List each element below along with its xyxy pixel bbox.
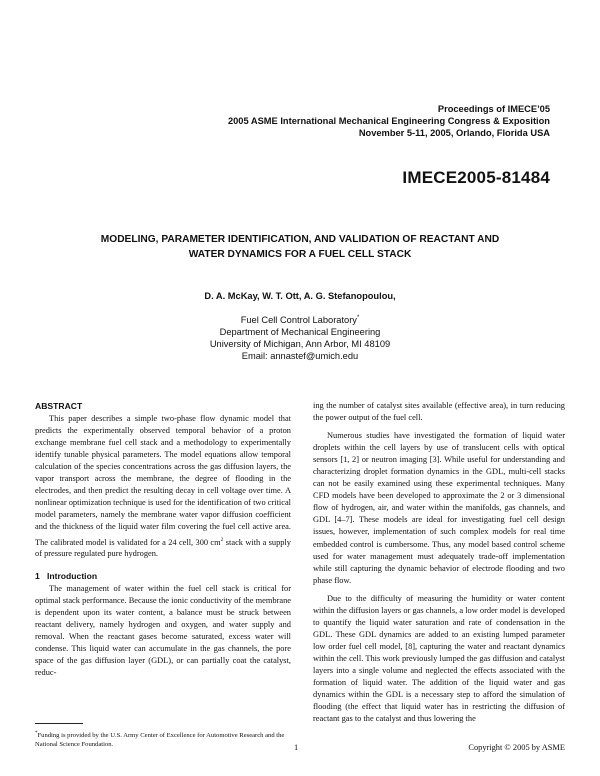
footnote-marker: *	[35, 731, 38, 736]
paragraph-1: Numerous studies have investigated the formation of liquid water droplets within the cell layers by use of translucent cells with optical sensors [1, 2] or neutron imaging [3]. While useful for understanding and characterizing droplet formation dynamics in the GDL, multi-cell stacks can not be easily examined using these experimental techniques. Many CFD models have been developed to approximate the 2 or 3 dimensional flow of hydrogen, air, and water within the manifolds, gas channels, and GDL [4–7]. These models are ideal for investigating fuel cell design issues, however, implementation of such complex models for real time embedded control is cumbersome. Thus, any model based control scheme used for water management must adequately trade-off implementation while still capturing the dynamic behavior of electrode flooding and two phase flow.	[313, 431, 565, 585]
page-number: 1	[294, 743, 299, 752]
footnote-text: Funding is provided by the U.S. Army Center of Excellence for Automotive Research and the National Science Foundation.	[35, 732, 285, 749]
affiliation-email: Email: annastef@umich.edu	[241, 351, 359, 362]
intro-title: Introduction	[46, 571, 98, 581]
continuation-text: ing the number of catalyst sites available (effective area), in turn reducing the power output of the fuel cell.	[313, 401, 565, 423]
affiliation-univ: University of Michigan, Ann Arbor, MI 48109	[209, 339, 391, 350]
proceedings-line-2: 2005 ASME International Mechanical Engineering Congress & Exposition	[227, 116, 550, 126]
proceedings-header	[228, 103, 550, 139]
abstract-section	[35, 400, 291, 560]
footnote	[35, 729, 293, 749]
abstract-text: This paper describes a simple two-phase flow dynamic model that predicts the experimentally observed temporal behavior of a proton exchange membrane fuel cell stack and a methodology to experimentally identify tunable physical parameters. The model equations allow temporal calculation of the species concentrations across the gas diffusion layers, the vapor transport across the membrane, the degree of flooding in the electrodes, and then predict the resulting decay in cell voltage over time. A nonlinear optimization technique is used for the identification of two critical model parameters, namely the membrane water vapor diffusion coefficient and the thickness of the liquid water film covering the fuel cell active area. The calibrated model is validated for a 24 cell, 300 $cm^2$ stack with a supply of pressure regulated pure hydrogen.	[35, 414, 291, 559]
abstract-heading: ABSTRACT	[35, 401, 83, 411]
paragraph-2: Due to the difficulty of measuring the humidity or water content within the diffusion layers or gas channels, a low order model is developed to quantify the liquid water saturation and rate of condensation in the GDL. These GDL dynamics are added to an existing lumped parameter low order fuel cell model, [8], capturing the water and reactant dynamics within the cell. This work previously lumped the gas diffusion and catalyst layers into a single volume and neglected the effects associated with the formation of liquid water. The addition of the liquid water and gas dynamics within the GDL is a necessary step to afford the simulation of flooding (the effect that liquid water has in restricting the diffusion of reactant gas to the catalyst and thus lowering the	[313, 593, 565, 724]
affiliation	[0, 312, 600, 362]
authors: D. A. McKay, W. T. Ott, A. G. Stefanopoulou,	[204, 291, 396, 301]
footnote-divider	[35, 723, 83, 724]
footnote-mark: *	[356, 315, 360, 321]
proceedings-line-3: November 5-11, 2005, Orlando, Florida USA	[358, 128, 550, 138]
paper-id: IMECE2005-81484	[402, 168, 550, 187]
affiliation-lab: Fuel Cell Control Laboratory*	[240, 315, 360, 326]
right-column	[313, 400, 565, 725]
title-line-1: MODELING, PARAMETER IDENTIFICATION, AND VALIDATION OF REACTANT AND	[100, 234, 500, 245]
introduction-section	[35, 570, 291, 679]
proceedings-line-1: Proceedings of IMECE’05	[437, 104, 550, 114]
affiliation-dept: Department of Mechanical Engineering	[219, 327, 381, 338]
intro-text: The management of water within the fuel cell stack is critical for optimal stack performance. Because the ionic conductivity of the membrane is dependent upon its water content, a balance must be struck between reactant delivery, namely hydrogen and oxygen, and water supply and removal. When the reactant gases become saturated, excess water will condense. This liquid water can accumulate in the gas channels, the pore space of the gas diffusion layer (GDL), or can partially coat the catalyst, reduc-	[35, 584, 291, 678]
intro-number: 1	[35, 571, 40, 581]
paper-title	[40, 232, 560, 262]
intro-heading	[35, 570, 291, 582]
title-line-2: WATER DYNAMICS FOR A FUEL CELL STACK	[188, 249, 412, 260]
copyright-notice: Copyright © 2005 by ASME	[468, 743, 565, 752]
